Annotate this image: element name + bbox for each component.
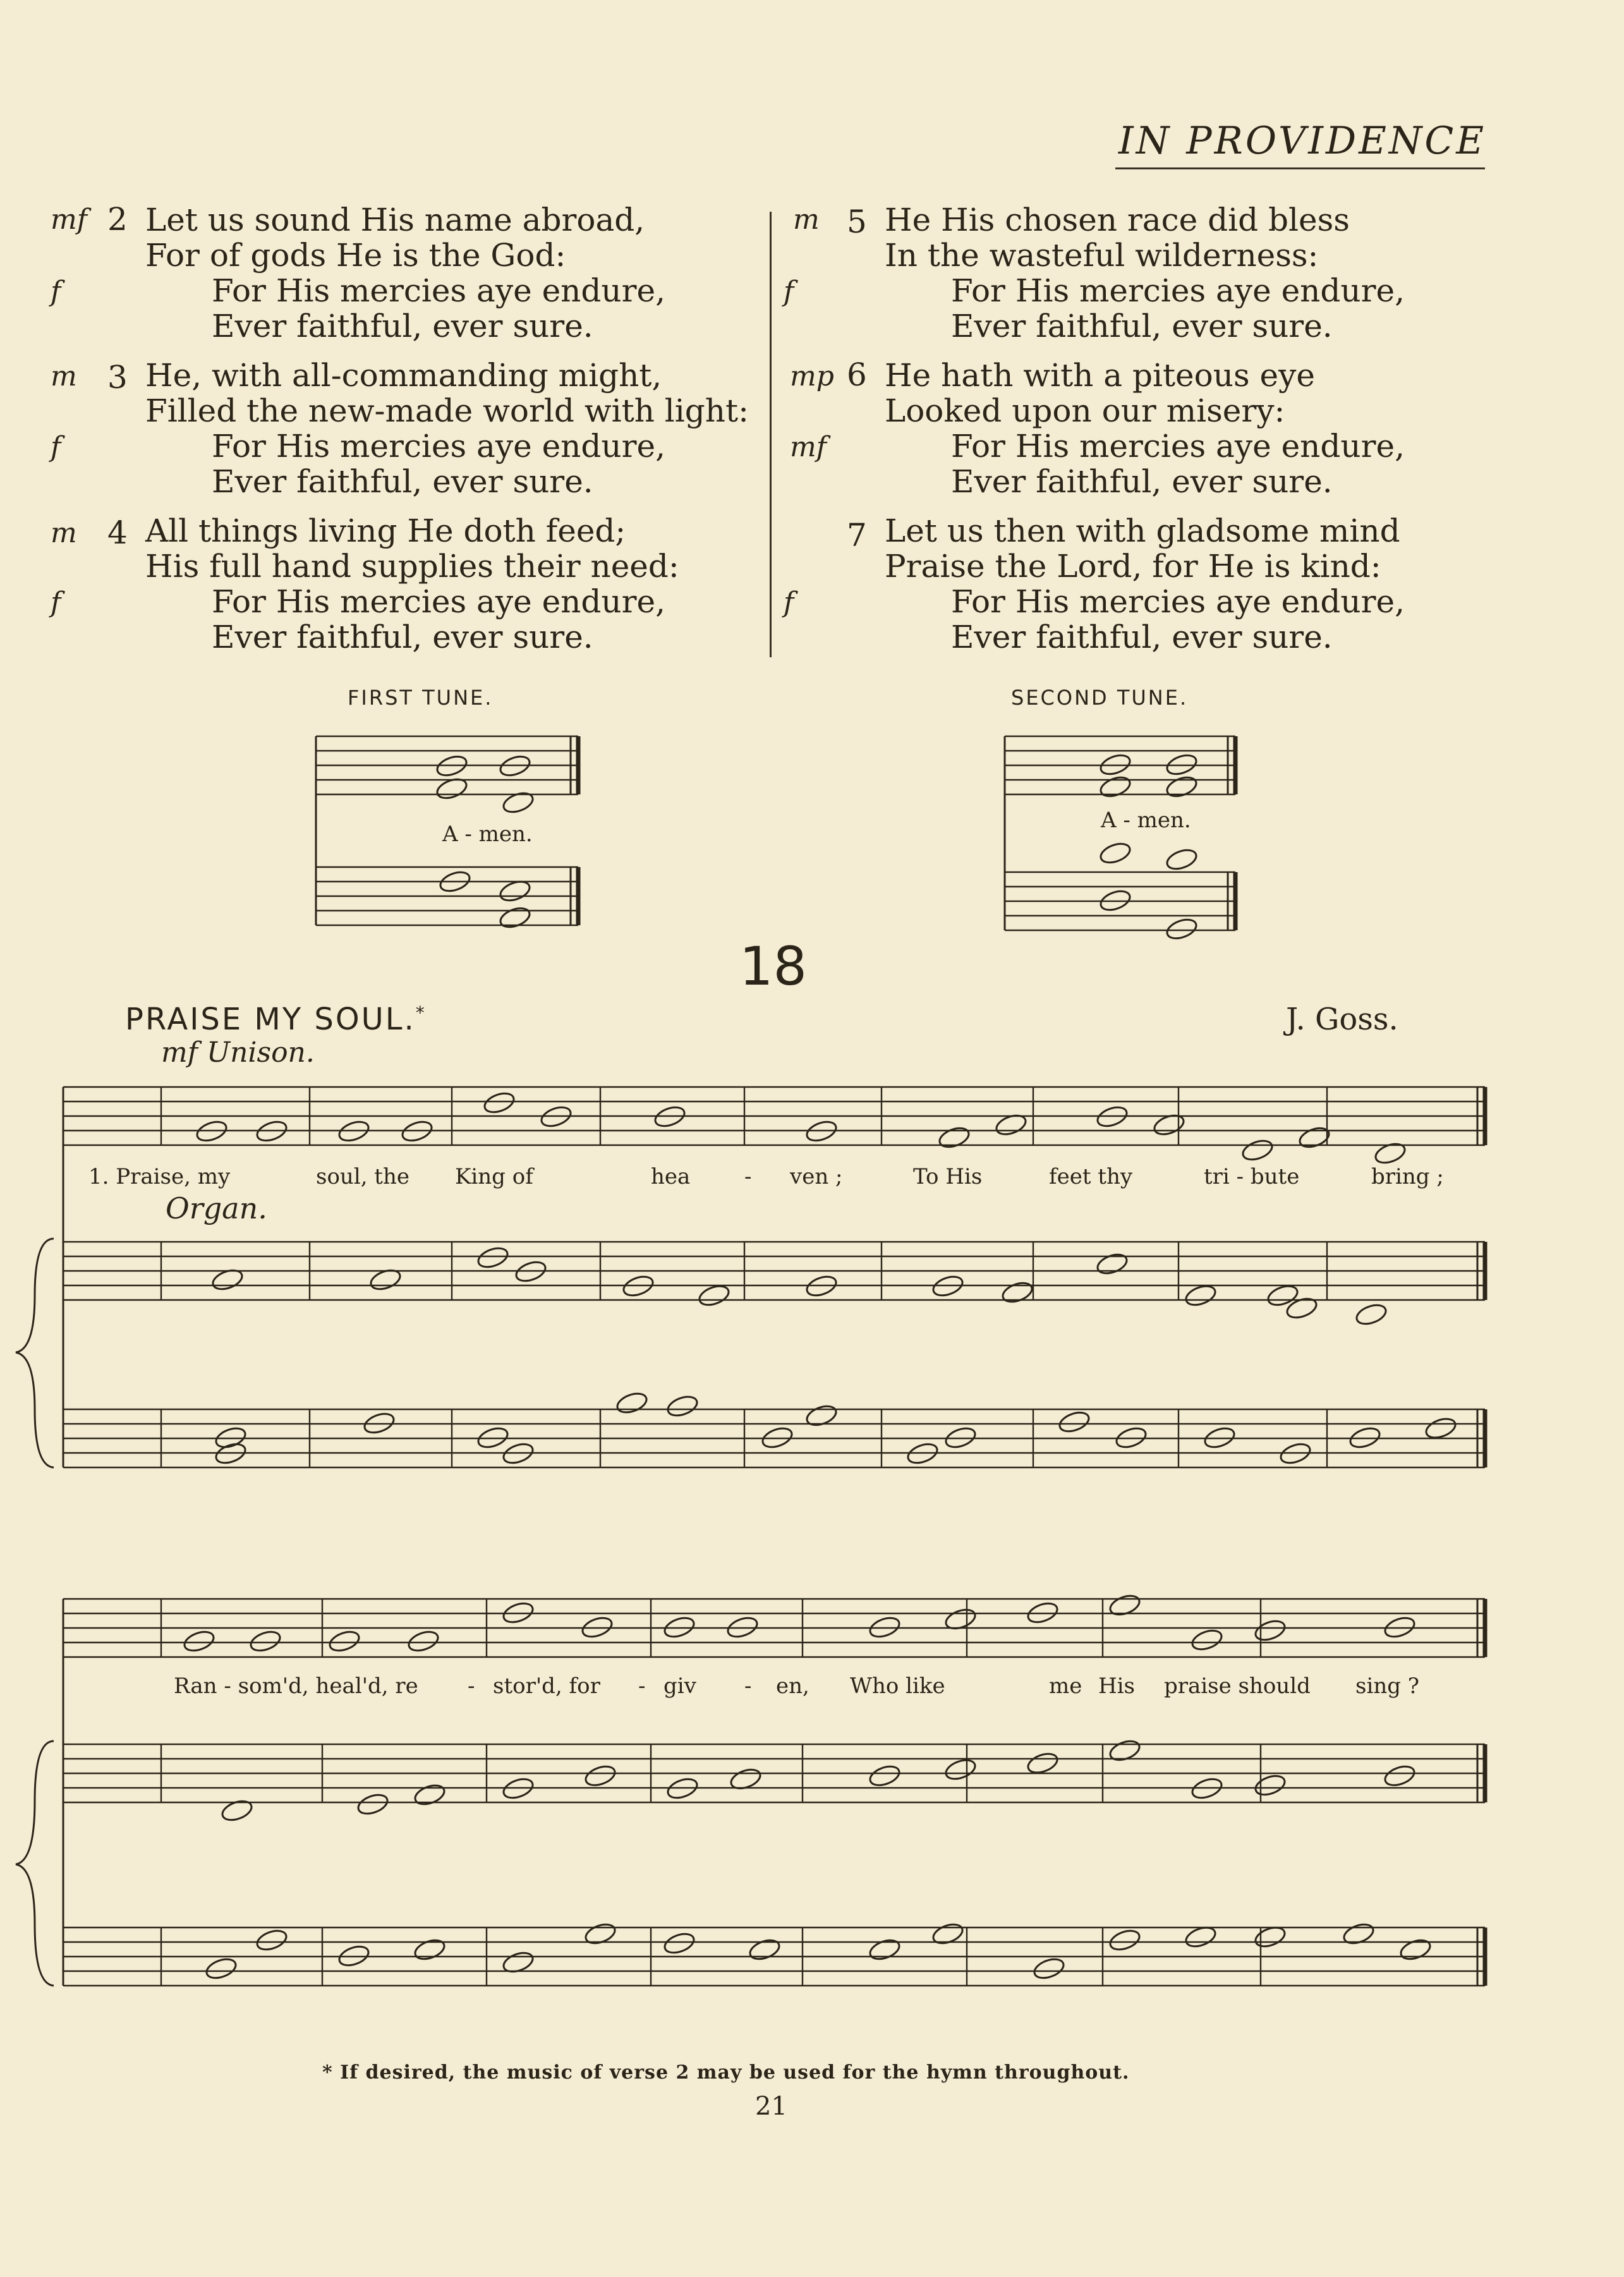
brace-1 xyxy=(16,1239,54,1467)
verse-number: 7 xyxy=(847,517,867,554)
organ-note xyxy=(255,1928,289,1953)
second-tune-label: SECOND TUNE. xyxy=(1011,686,1189,710)
organ-note xyxy=(1108,1738,1142,1764)
melody-note xyxy=(1190,1627,1224,1653)
organ-note xyxy=(1032,1956,1066,1982)
footnote: * If desired, the music of verse 2 may be used for the hymn throughout. xyxy=(322,2061,1130,2084)
organ-note xyxy=(1000,1280,1034,1306)
organ-note xyxy=(476,1245,510,1271)
dynamic-mark: m xyxy=(51,360,77,392)
organ-note xyxy=(868,1763,902,1789)
melody-note xyxy=(1253,1618,1287,1644)
organ-note xyxy=(356,1792,390,1818)
lyric-syllable: praise should xyxy=(1164,1673,1311,1699)
performance-direction: mf Unison. xyxy=(161,1036,315,1069)
organ-note xyxy=(662,1931,696,1957)
amen-note xyxy=(1165,847,1199,873)
dynamic-mark: f xyxy=(784,276,794,308)
verse-line: Filled the new-made world with light: xyxy=(145,392,749,429)
lyric-syllable: - xyxy=(468,1673,475,1699)
organ-note xyxy=(665,1394,700,1419)
organ-note xyxy=(943,1757,978,1783)
dynamic-mark: f xyxy=(784,586,794,619)
verse-line: For His mercies aye endure, xyxy=(951,583,1405,620)
amen-note xyxy=(1098,841,1132,866)
first-tune-amen: A - men. xyxy=(442,822,533,847)
organ-note xyxy=(1342,1921,1376,1947)
verse-line: Ever faithful, ever sure. xyxy=(951,463,1333,500)
lyric-syllable: To His xyxy=(913,1164,983,1189)
organ-note xyxy=(1253,1773,1287,1799)
verse-line: Praise the Lord, for He is kind: xyxy=(885,548,1381,585)
dynamic-mark: mp xyxy=(790,360,834,392)
dynamic-mark: f xyxy=(51,586,61,619)
melody-note xyxy=(182,1629,216,1655)
verse-line: Let us sound His name abroad, xyxy=(145,202,645,238)
melody-note xyxy=(1108,1593,1142,1618)
page-number: 21 xyxy=(755,2092,787,2121)
first-tune-label: FIRST TUNE. xyxy=(348,686,494,710)
melody-note xyxy=(482,1090,516,1116)
lyric-syllable: 1. Praise, my xyxy=(88,1164,231,1189)
composer: J. Goss. xyxy=(1286,1002,1398,1037)
brace-2 xyxy=(16,1741,54,1986)
dynamic-mark: f xyxy=(51,276,61,308)
organ-note xyxy=(220,1798,254,1824)
dynamic-mark: f xyxy=(51,431,61,463)
organ-note xyxy=(1108,1928,1142,1953)
lyric-syllable: His xyxy=(1098,1673,1135,1699)
lyric-syllable: ven ; xyxy=(790,1164,843,1189)
organ-note xyxy=(868,1937,902,1963)
lyric-syllable: feet thy xyxy=(1049,1164,1133,1189)
verse-line: He His chosen race did bless xyxy=(885,202,1350,238)
melody-note xyxy=(1240,1138,1275,1163)
dynamic-mark: mf xyxy=(51,203,88,236)
organ-note xyxy=(1266,1283,1300,1309)
lyric-syllable: hea xyxy=(651,1164,691,1189)
verse-line: For His mercies aye endure, xyxy=(951,428,1405,465)
verse-line: He, with all-commanding might, xyxy=(145,357,662,394)
verse-line: For His mercies aye endure, xyxy=(212,272,665,309)
verse-line: Looked upon our misery: xyxy=(885,392,1285,429)
lyric-syllable: en, xyxy=(776,1673,809,1699)
melody-note xyxy=(327,1629,361,1655)
verse-line: Ever faithful, ever sure. xyxy=(212,463,593,500)
lyric-syllable: Who like xyxy=(850,1673,945,1699)
verse-line: Ever faithful, ever sure. xyxy=(951,308,1333,344)
verse-line: In the wasteful wilderness: xyxy=(885,237,1319,274)
organ-label: Organ. xyxy=(166,1191,267,1225)
organ-note xyxy=(1095,1251,1129,1277)
organ-note xyxy=(931,1921,965,1947)
organ-note xyxy=(748,1937,782,1963)
verse-line: His full hand supplies their need: xyxy=(145,548,679,585)
amen-note xyxy=(1165,916,1199,942)
amen-note xyxy=(498,905,532,931)
organ-note xyxy=(204,1956,238,1982)
organ-note xyxy=(413,1782,447,1808)
verse-line: For of gods He is the God: xyxy=(145,237,566,274)
organ-note xyxy=(697,1283,731,1309)
verse-number: 6 xyxy=(847,356,867,393)
organ-note xyxy=(1398,1937,1433,1963)
verse-number: 4 xyxy=(107,514,128,551)
amen-note xyxy=(501,790,535,816)
page-header-title: IN PROVIDENCE xyxy=(1118,119,1487,163)
melody-note xyxy=(1373,1141,1407,1167)
lyric-syllable: bring ; xyxy=(1371,1164,1444,1189)
verse-line: For His mercies aye endure, xyxy=(212,428,665,465)
verse-number: 3 xyxy=(107,359,128,396)
organ-note xyxy=(1354,1302,1388,1328)
organ-note xyxy=(1057,1409,1091,1435)
amen-note xyxy=(1098,774,1132,800)
verse-line: All things living He doth feed; xyxy=(145,513,626,549)
verse-line: He hath with a piteous eye xyxy=(885,357,1315,394)
lyric-syllable: Ran - som'd, heal'd, re xyxy=(174,1673,418,1699)
lyric-syllable: - xyxy=(638,1673,646,1699)
verse-line: Ever faithful, ever sure. xyxy=(212,308,593,344)
lyric-syllable: tri - bute xyxy=(1204,1164,1300,1189)
organ-note xyxy=(583,1763,617,1789)
organ-note xyxy=(615,1390,649,1416)
dynamic-mark: mf xyxy=(790,431,827,463)
melody-note xyxy=(406,1629,440,1655)
lyric-syllable: - xyxy=(744,1164,752,1189)
melody-note xyxy=(248,1629,282,1655)
organ-note xyxy=(1424,1416,1458,1442)
organ-note xyxy=(583,1921,617,1947)
dynamic-mark: m xyxy=(51,517,77,549)
lyric-syllable: King of xyxy=(455,1164,533,1189)
verse-line: Ever faithful, ever sure. xyxy=(951,619,1333,655)
lyric-syllable: sing ? xyxy=(1355,1673,1420,1699)
hymn-number: 18 xyxy=(739,935,807,997)
organ-note xyxy=(1184,1283,1218,1309)
organ-note xyxy=(1383,1763,1417,1789)
organ-note xyxy=(413,1937,447,1963)
second-tune-amen: A - men. xyxy=(1101,808,1191,833)
verse-number: 2 xyxy=(107,201,128,238)
verse-line: Ever faithful, ever sure. xyxy=(212,619,593,655)
lyric-syllable: - xyxy=(744,1673,752,1699)
lyric-syllable: giv xyxy=(664,1673,696,1699)
amen-note xyxy=(1165,774,1199,800)
lyric-syllable: stor'd, for xyxy=(493,1673,600,1699)
hymn-title: PRAISE MY SOUL.* xyxy=(125,1002,427,1037)
verse-number: 5 xyxy=(847,203,867,240)
organ-note xyxy=(804,1403,839,1429)
verse-line: Let us then with gladsome mind xyxy=(885,513,1400,549)
verse-line: For His mercies aye endure, xyxy=(212,583,665,620)
organ-note xyxy=(1285,1296,1319,1321)
verse-line: For His mercies aye endure, xyxy=(951,272,1405,309)
organ-note xyxy=(1026,1751,1060,1776)
lyric-syllable: soul, the xyxy=(316,1164,409,1189)
dynamic-mark: m xyxy=(793,203,820,236)
footnote-marker: * xyxy=(415,1002,427,1023)
melody-note xyxy=(937,1125,971,1151)
lyric-syllable: me xyxy=(1049,1673,1082,1699)
